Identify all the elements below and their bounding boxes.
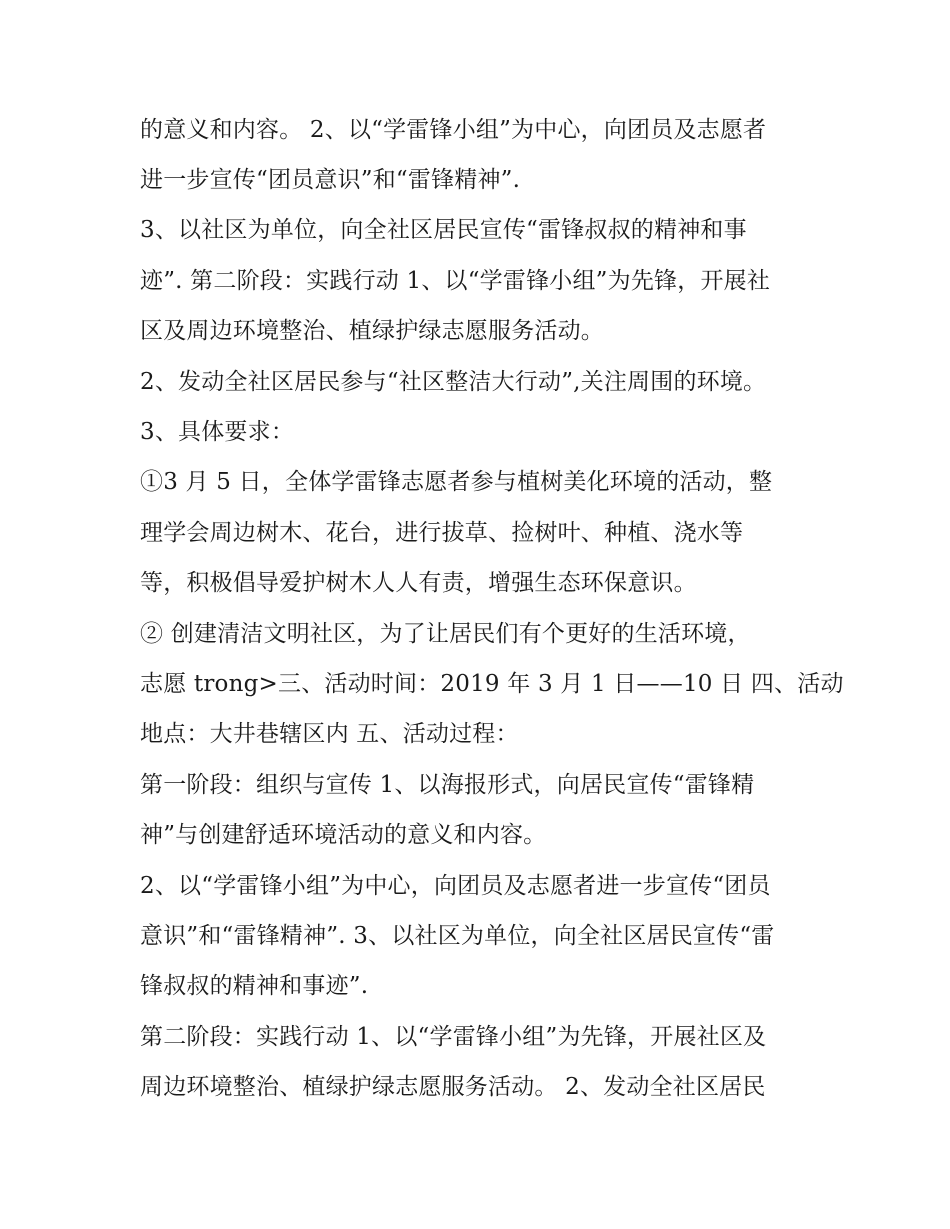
text-line: 第二阶段：实践行动 1、以“学雷锋小组”为先锋，开展社区及 bbox=[140, 1024, 767, 1050]
text-line: 3、以社区为单位，向全社区居民宣传“雷锋叔叔的精神和事 bbox=[140, 217, 747, 243]
text-line: 等，积极倡导爱护树木人人有责，增强生态环保意识。 bbox=[140, 570, 697, 596]
text-line: 地点：大井巷辖区内 五、活动过程： bbox=[140, 721, 519, 747]
text-line: ①3 月 5 日，全体学雷锋志愿者参与植树美化环境的活动，整 bbox=[140, 469, 773, 495]
text-line: 神”与创建舒适环境活动的意义和内容。 bbox=[140, 822, 547, 848]
text-line: 迹”. 第二阶段：实践行动 1、以“学雷锋小组”为先锋，开展社 bbox=[140, 268, 771, 294]
text-line: 第一阶段：组织与宣传 1、以海报形式，向居民宣传“雷锋精 bbox=[140, 772, 755, 798]
text-line: 2、以“学雷锋小组”为中心，向团员及志愿者进一步宣传“团员 bbox=[140, 873, 771, 899]
text-line: 意识”和“雷锋精神”. 3、以社区为单位，向全社区居民宣传“雷 bbox=[140, 923, 775, 949]
text-line: 2、发动全社区居民参与“社区整洁大行动”,关注周围的环境。 bbox=[140, 369, 767, 395]
text-line: 3、具体要求： bbox=[140, 419, 295, 445]
text-line: ② 创建清洁文明社区，为了让居民们有个更好的生活环境， bbox=[140, 621, 751, 647]
text-line: 进一步宣传“团员意识”和“雷锋精神”. bbox=[140, 167, 521, 193]
text-line: 周边环境整治、植绿护绿志愿服务活动。 2、发动全社区居民 bbox=[140, 1074, 766, 1100]
text-line: 志愿 trong>三、活动时间：2019 年 3 月 1 日——10 日 四、活动 bbox=[140, 671, 844, 697]
text-line: 锋叔叔的精神和事迹”. bbox=[140, 973, 369, 999]
text-line: 的意义和内容。 2、以“学雷锋小组”为中心，向团员及志愿者 bbox=[140, 117, 767, 143]
text-line: 区及周边环境整治、植绿护绿志愿服务活动。 bbox=[140, 318, 604, 344]
text-line: 理学会周边树木、花台，进行拔草、捡树叶、种植、浇水等 bbox=[140, 520, 744, 546]
